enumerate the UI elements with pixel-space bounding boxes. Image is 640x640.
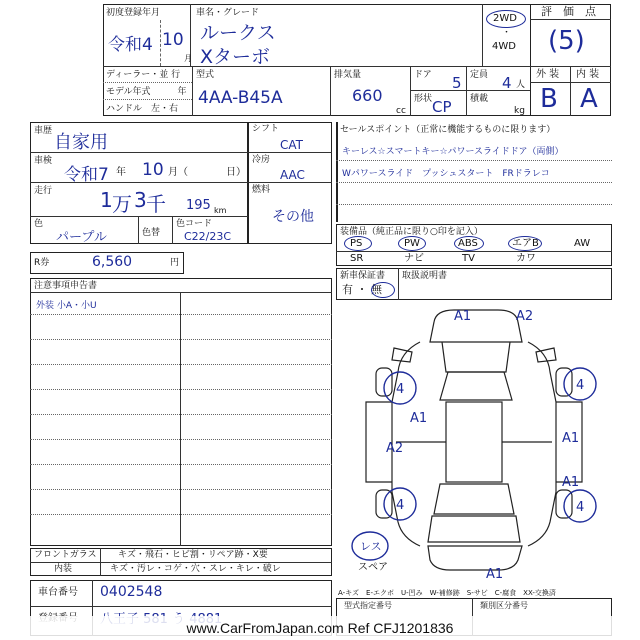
divider xyxy=(336,251,612,252)
divider xyxy=(30,439,332,440)
recycle-label: R券 xyxy=(34,258,50,268)
tire-mark-fl: 4 xyxy=(396,382,405,397)
divider xyxy=(30,339,332,340)
doors: 5 xyxy=(452,74,462,92)
rear-bumper-shape xyxy=(428,546,522,570)
sales-point-line2: Wパワースライド プッシュスタート FRドラレコ xyxy=(342,169,550,179)
equip-pw-circle xyxy=(398,236,426,251)
divider xyxy=(30,389,332,390)
divider xyxy=(30,314,332,315)
car-grade: Xターボ xyxy=(200,46,271,68)
divider xyxy=(398,268,399,300)
month-unit: 月 xyxy=(184,54,192,63)
name-grade-label: 車名・グレード xyxy=(196,8,260,18)
divider xyxy=(103,82,192,83)
divider xyxy=(336,182,612,183)
shift-label: シフト xyxy=(252,124,280,134)
color-label: 色 xyxy=(34,219,44,229)
equip-sr: SR xyxy=(350,253,364,264)
load-label: 積載 xyxy=(470,94,489,104)
divider xyxy=(192,66,193,116)
windshield-shape xyxy=(440,372,512,400)
divider xyxy=(466,66,467,116)
car-diagram xyxy=(336,302,612,586)
person-unit: 人 xyxy=(516,80,526,90)
first-reg-era: 令和4 xyxy=(108,35,153,55)
front-glass-label: フロントガラス xyxy=(34,550,97,560)
trunk-shape xyxy=(428,516,520,542)
model-year-label: モデル年式 年 xyxy=(106,87,187,97)
color-value: パープル xyxy=(56,230,107,245)
sales-points-box xyxy=(336,122,338,222)
day-unit: 日） xyxy=(226,167,246,178)
class-code-label: 類別区分番号 xyxy=(480,601,528,610)
equip-leather: カワ xyxy=(516,253,536,264)
km-unit: km xyxy=(214,206,227,215)
divider xyxy=(248,182,332,183)
damage-mark: A2 xyxy=(516,309,534,324)
fuel-label: 燃料 xyxy=(252,185,271,195)
door-label: ドア xyxy=(414,70,432,80)
displacement-label: 排気量 xyxy=(334,70,362,80)
ac-label: 冷房 xyxy=(252,155,271,165)
tire-mark-rl: 4 xyxy=(396,498,405,513)
month-unit: 月（ xyxy=(168,167,188,178)
color-code: C22/23C xyxy=(184,230,232,243)
shape-label: 形状 xyxy=(414,94,433,104)
divider xyxy=(530,19,611,20)
mileage-man: 1 xyxy=(100,188,113,212)
divider xyxy=(180,292,181,546)
divider xyxy=(172,216,173,244)
hood-shape xyxy=(442,342,510,372)
inspection-month: 10 xyxy=(142,160,164,180)
ext-grade: B xyxy=(540,84,558,114)
equip-ps-circle xyxy=(344,236,372,251)
divider xyxy=(30,464,332,465)
eval-score: (5) xyxy=(548,26,585,56)
equip-pw: PW xyxy=(404,238,420,249)
front-glass-desc: キズ・飛石・ヒビ割・リペア跡・X要 xyxy=(118,550,268,560)
divider xyxy=(30,606,332,607)
roof-shape xyxy=(446,402,502,482)
equip-tv: TV xyxy=(462,253,475,264)
capacity: 4 xyxy=(502,74,512,92)
divider xyxy=(330,66,331,116)
kg-unit: kg xyxy=(514,106,525,116)
divider xyxy=(30,562,332,563)
equip-abs-circle xyxy=(454,236,484,251)
interior-label: 内装 xyxy=(54,564,73,574)
equip-aw: AW xyxy=(574,238,591,249)
damage-mark: A1 xyxy=(562,431,580,446)
divider xyxy=(570,66,571,116)
color-code-label: 色コード xyxy=(176,219,213,229)
shift-value: CAT xyxy=(280,138,303,152)
damage-mark: A1 xyxy=(454,309,472,324)
damage-mark: A1 xyxy=(410,411,428,426)
equipment-title: 装備品（純正品に限り○印を記入） xyxy=(340,227,483,237)
dealer-label: ディーラー・並 行 xyxy=(106,70,181,80)
notes-title: 注意事項申告書 xyxy=(34,281,98,291)
notes-box xyxy=(30,278,332,546)
car-name: ルークス xyxy=(200,22,276,44)
equip-ps: PS xyxy=(350,238,363,249)
divider xyxy=(410,66,411,116)
displacement: 660 xyxy=(352,86,383,105)
capacity-label: 定員 xyxy=(470,70,489,80)
front-bumper-shape xyxy=(430,310,522,342)
notes-line1: 外装 小A・小U xyxy=(36,301,97,311)
cc-unit: cc xyxy=(396,106,406,116)
damage-mark: A1 xyxy=(562,475,580,490)
divider xyxy=(30,364,332,365)
divider xyxy=(30,292,332,293)
tire-mark-rr: 4 xyxy=(576,500,585,515)
year-unit: 年 xyxy=(116,167,126,178)
sales-point-line1: キーレス☆スマートキー☆パワースライドドア（両側） xyxy=(342,147,564,157)
first-reg-month: 10 xyxy=(162,30,184,50)
equip-navi: ナビ xyxy=(404,253,424,264)
inspection-label: 車検 xyxy=(34,156,53,166)
divider xyxy=(30,489,332,490)
damage-legend: A-キズ E-エクボ U-凹み W-補修跡 S-サビ C-腐食 XX-交換済 xyxy=(338,589,556,597)
warranty-circle xyxy=(371,282,395,298)
shape: CP xyxy=(432,98,452,116)
handle-label: ハンドル 左・右 xyxy=(106,104,179,114)
interior-desc: キズ・汚レ・コゲ・穴・スレ・キレ・破レ xyxy=(110,564,281,574)
inspection-era: 令和7 xyxy=(64,165,109,185)
ext-label: 外 装 xyxy=(536,69,560,80)
recycle-amount: 6,560 xyxy=(92,254,133,270)
divider xyxy=(138,216,139,244)
warranty-value: 有 ・ 無 xyxy=(342,283,382,296)
int-grade: A xyxy=(580,84,598,114)
first-reg-label: 初度登録年月 xyxy=(106,8,161,18)
equip-airbag: エアB xyxy=(512,238,539,249)
right-body-shape xyxy=(528,342,556,546)
divider xyxy=(482,4,483,66)
equip-airbag-circle xyxy=(508,236,542,251)
divider xyxy=(30,216,248,217)
divider xyxy=(410,90,530,91)
divider xyxy=(30,182,248,183)
manual-label: 取扱説明書 xyxy=(402,271,448,281)
divider xyxy=(100,548,101,576)
divider xyxy=(30,414,332,415)
type-spec-label: 型式指定番号 xyxy=(344,601,392,610)
spare-mark: レス xyxy=(360,540,382,553)
chassis-number: 0402548 xyxy=(100,584,163,600)
warranty-label: 新車保証書 xyxy=(340,271,386,281)
usage-value: 自家用 xyxy=(54,132,108,153)
model-code: 4AA-B45A xyxy=(198,88,283,108)
divider xyxy=(30,514,332,515)
mileage-sen: 3 xyxy=(134,188,147,212)
damage-mark: A2 xyxy=(386,441,404,456)
mileage-rest: 195 xyxy=(186,198,211,213)
ac-value: AAC xyxy=(280,168,305,182)
divider xyxy=(103,99,192,100)
usage-label: 車歴 xyxy=(34,126,53,136)
divider xyxy=(248,152,332,153)
drive-2wd: 2WD xyxy=(493,13,517,24)
rear-window-shape xyxy=(434,484,514,514)
divider xyxy=(530,4,531,116)
equip-abs: ABS xyxy=(458,238,478,249)
fuel-value: その他 xyxy=(272,209,314,225)
drive-dot: ・ xyxy=(502,28,512,38)
damage-mark: A1 xyxy=(486,567,504,582)
int-label: 内 装 xyxy=(576,69,600,80)
spare-label: スペア xyxy=(358,562,388,573)
sales-points-title: セールスポイント（正常に機能するものに限ります） xyxy=(340,125,556,135)
mileage-man-unit: 万 xyxy=(112,192,132,216)
model-code-label: 型式 xyxy=(196,70,215,80)
watermark-text: www.CarFromJapan.com Ref CFJ1201836 xyxy=(0,616,640,640)
chassis-label: 車台番号 xyxy=(38,587,78,598)
color-change-label: 色替 xyxy=(142,228,161,238)
divider xyxy=(160,20,161,66)
tire-mark-fr: 4 xyxy=(576,378,585,393)
mileage-label: 走行 xyxy=(34,186,53,196)
divider xyxy=(336,160,612,161)
drive-4wd: 4WD xyxy=(492,41,516,52)
yen-unit: 円 xyxy=(170,258,180,268)
mileage-sen-unit: 千 xyxy=(146,192,166,216)
divider xyxy=(336,204,612,205)
eval-label: 評 価 点 xyxy=(541,5,596,18)
